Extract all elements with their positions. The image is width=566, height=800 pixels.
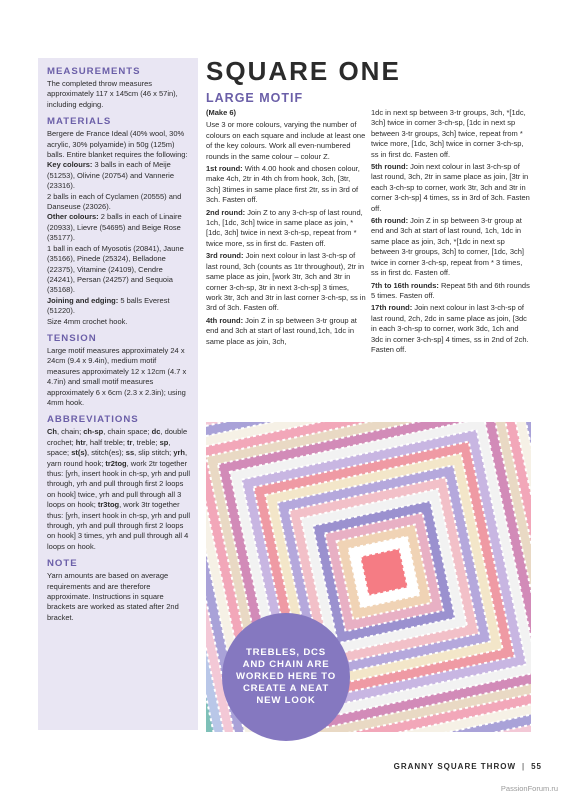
abbrev-definition: , chain space; (103, 427, 152, 437)
round-paragraph-0 (371, 108, 531, 160)
abbrev-term: ss (125, 448, 135, 458)
abbrev-definition: , yarn round hook; (47, 448, 188, 468)
abbrev-term: ch-sp (83, 427, 104, 437)
round-paragraph-text: 1dc in next sp between 3-tr groups, 3ch, *[1dc, 3ch] twice in corner 3-ch-sp, [1dc in next sp between 3-tr groups, 3ch] twice, repeat from * twice more, [1dc, 3ch] twice in corner 3-ch-sp, ss in first dc. Fasten off. (371, 108, 526, 159)
abbrev-term: tr3tog (97, 500, 120, 510)
hook-size: Size 4mm crochet hook. (47, 316, 128, 326)
abbreviations-text (47, 427, 190, 552)
square-ring (360, 548, 407, 595)
footer-section: GRANNY SQUARE THROW (393, 762, 517, 771)
round-paragraph-label: (Make 6) (206, 108, 237, 117)
key-colours-text: 3 balls in each of Meije (51253), Olivine (20754) and Vannerie (23316). (47, 160, 175, 191)
other-colours-text: 2 balls in each of Linaire (20933), Lievre (54695) and Beige Rose (35177). (47, 212, 182, 243)
note-heading: NOTE (47, 558, 78, 570)
round-paragraph-0 (206, 108, 366, 118)
round-paragraph-label: 4th round: (206, 315, 244, 325)
tension-text: Large motif measures approximately 24 x 24cm (9.4 x 9.4in), medium motif measures approximately 12 x 12cm (4.7 x 4.7in) and small motif measures approximately 6 x 6cm (2.3 x 2.3in); using 4mm hook. (47, 345, 187, 407)
abbrev-definition: , half treble; (85, 437, 128, 447)
round-paragraph-text: Join Z to any 3-ch-sp of last round, 1ch, [1dc, 3ch] twice in same place as join, *[1dc, 3ch] twice in next 3-ch-sp, repeat from * twice more, ss in first dc. Fasten off. (206, 207, 363, 248)
abbrev-definition: , stitch(es); (87, 448, 126, 458)
abbrev-term: tr (127, 437, 133, 447)
abbrev-definition: , treble; (132, 437, 160, 447)
round-paragraph-label: 6th round: (371, 216, 409, 226)
materials-intro: Bergere de France Ideal (40% wool, 30% acrylic, 30% polyamide) in 50g (125m) balls. Entire blanket requires the following: (47, 129, 188, 160)
key-colours-label: Key colours: (47, 160, 93, 170)
key-colours-2: 2 balls in each of Cyclamen (20555) and Danseuse (23026). (47, 191, 182, 212)
round-paragraph-label: 5th round: (371, 162, 409, 172)
joining-edging (47, 296, 190, 317)
round-paragraph-text: Join next colour in last 3-ch-sp of last round, 3ch, 2tr in same place as join, [3tr in each 3-ch-sp to corner, work 3tr, 3ch and 3tr in corner 3-ch-sp] 4 times, ss in 3rd of 3ch. Fasten off. (371, 162, 530, 213)
abbrev-definition: , space; (47, 437, 171, 458)
callout-text: TREBLES, DCS AND CHAIN ARE WORKED HERE TO CREATE A NEAT NEW LOOK (235, 647, 337, 706)
round-paragraph-label: 3rd round: (206, 251, 244, 261)
round-paragraph-text: Repeat 5th and 6th rounds 5 times. Fasten off. (371, 280, 530, 300)
abbrev-term: yrh (173, 448, 185, 458)
instructions-column-1 (206, 108, 366, 349)
abbrev-definition: , work 3tr together thus: [yrh, insert hook in ch-sp, yrh and pull through, yrh and pull through first 2 loops on hook] 3 times, yrh and pull through all 4 loops on hook. (47, 500, 190, 551)
round-paragraph-4 (206, 251, 366, 313)
round-paragraph-text: Use 3 or more colours, varying the number of colours on each square and include at least one of the key colours. Work all even-numbered rounds in the same colour – colour Z. (206, 120, 366, 161)
round-paragraph-label: 1st round: (206, 164, 243, 174)
round-paragraph-text: Join next colour in last 3-ch-sp of last round, 3ch (counts as 1tr throughout), 2tr in same place as join, [work 3tr, 3ch and 3tr in corner 3-ch-sp, 3tr in next 3-ch-sp] 3 times, work 3tr, 3ch and 3tr in last corner 3-ch-sp, ss in 3rd of 3ch. Fasten off. (206, 251, 366, 313)
round-paragraph-label: 7th to 16th rounds: (371, 280, 439, 290)
abbrev-definition: , chain; (57, 427, 84, 437)
page-footer (394, 762, 542, 771)
abbrev-definition: , work 2tr together thus: [yrh, insert hook in ch-sp, yrh and pull through, yrh and pull through first 2 loops on hook] twice, yrh and pull through all 3 loops on hook; (47, 458, 190, 510)
abbrev-term: Ch (47, 427, 57, 437)
page-number: 55 (531, 762, 542, 771)
instructions-column-2 (371, 108, 531, 357)
callout-badge (222, 613, 350, 741)
round-paragraph-1 (371, 162, 531, 214)
round-paragraph-1 (206, 120, 366, 162)
footer-separator: | (522, 762, 526, 771)
other-colours-label: Other colours: (47, 212, 99, 222)
watermark: PassionForum.ru (500, 784, 558, 793)
measurements-text: The completed throw measures approximately 117 x 145cm (46 x 57in), including edging. (47, 79, 178, 109)
abbrev-term: dc (151, 427, 161, 437)
measurements-heading: MEASUREMENTS (47, 66, 141, 77)
joining-label: Joining and edging: (47, 295, 119, 305)
other-colours (47, 212, 190, 243)
abbrev-definition: , slip stitch; (134, 448, 174, 458)
materials-sidebar (38, 58, 198, 730)
round-paragraph-text: Join next colour in last 3-ch-sp of last round, 2ch, 2dc in same place as join, [3dc in each 3-ch-sp to corner, work 3dc, 1ch and 3dc in corner 3-ch-sp] 4 times, ss in 2nd of 2ch. Fasten off. (371, 303, 529, 354)
round-paragraph-3 (206, 208, 366, 250)
tension-heading: TENSION (47, 332, 97, 344)
abbreviations-heading: ABBREVIATIONS (47, 414, 139, 426)
round-paragraph-2 (206, 164, 366, 206)
abbrev-term: htr (75, 437, 86, 447)
round-paragraph-label: 17th round: (371, 303, 413, 313)
round-paragraph-5 (206, 316, 366, 347)
abbrev-term: st(s) (71, 448, 88, 458)
round-paragraph-text: With 4.00 hook and chosen colour, make 4ch, 2tr in 4th ch from hook, 3ch, [3tr, 3ch] 3times in same place first 2tr, ss in 3rd of 3ch. Fasten off. (206, 164, 360, 205)
round-paragraph-text: Join Z in sp between 3-tr group at end and 3ch at start of last round,1ch, 1dc in same place as join, 3ch, (206, 315, 357, 346)
pattern-subtitle: LARGE MOTIF (206, 91, 304, 105)
round-paragraph-3 (371, 281, 531, 302)
round-paragraph-label: 2nd round: (206, 207, 246, 217)
pattern-title: SQUARE ONE (206, 56, 401, 86)
abbrev-term: sp (159, 437, 169, 447)
other-colours-2: 1 ball in each of Myosotis (20841), Jaune (35166), Pinede (25324), Belladone (22375), Vitamine (24109), Cendre (24241), Persan (24257) and Sequoia (35168). (47, 243, 184, 295)
abbrev-definition: , double crochet; (47, 427, 188, 447)
abbrev-term: tr2tog (105, 458, 127, 468)
key-colours (47, 160, 190, 191)
joining-text: 5 balls Everest (51220). (47, 295, 170, 316)
note-text: Yarn amounts are based on average requirements and are therefore approximate. Instructions in square brackets are worked as stated after 2nd bracket. (47, 571, 179, 622)
round-paragraph-2 (371, 216, 531, 278)
round-paragraph-4 (371, 303, 531, 355)
materials-heading: MATERIALS (47, 116, 112, 128)
round-paragraph-text: Join Z in sp between 3-tr group at end and 3ch at start of last round, 1ch, 1dc in same place as join, 3ch, *[1dc in next sp between 3-tr groups, 3ch] to corner, [1dc, 3ch] twice in corner 3-ch-sp, repeat from * 3 times, ss in first dc. Fasten off. (371, 216, 525, 278)
